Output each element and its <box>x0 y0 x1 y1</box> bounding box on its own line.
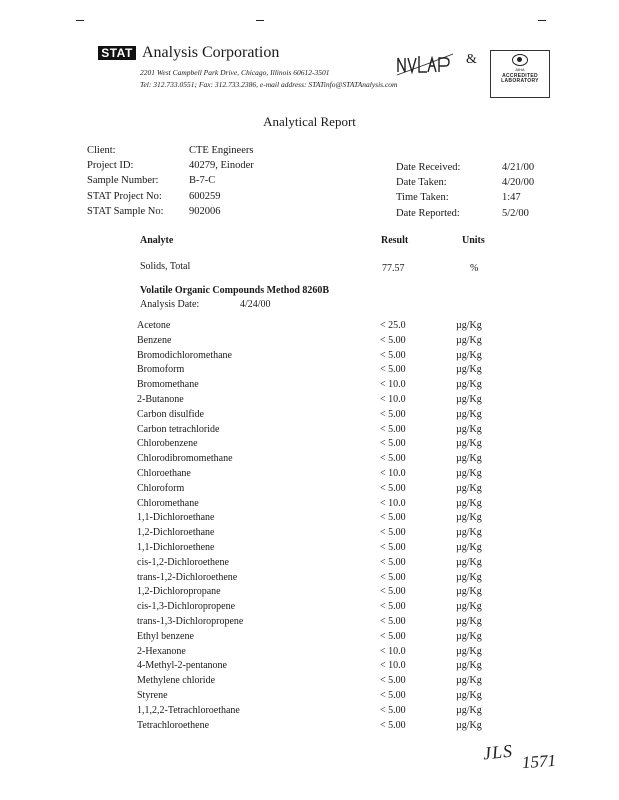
table-row <box>0 646 619 661</box>
table-row <box>0 424 619 439</box>
time-taken-value: 1:47 <box>502 192 521 204</box>
analyte-name: trans-1,3-Dichloropropene <box>137 615 244 627</box>
nvlap-logo-icon <box>395 50 455 78</box>
project-id-value: 40279, Einoder <box>189 160 254 172</box>
analyte-units: µg/Kg <box>456 675 482 687</box>
analyte-units: µg/Kg <box>456 482 482 494</box>
analyte-result: < 5.00 <box>380 689 406 701</box>
handwritten-page-number: 1571 <box>521 750 557 773</box>
analyte-result: < 10.0 <box>380 379 406 391</box>
table-row <box>0 468 619 483</box>
table-row <box>0 364 619 379</box>
table-row <box>0 394 619 409</box>
column-header-analyte: Analyte <box>140 235 174 246</box>
table-row <box>0 616 619 631</box>
meta-label: Time Taken: <box>396 192 449 204</box>
analyte-units: µg/Kg <box>456 704 482 716</box>
analyte-units: µg/Kg <box>456 320 482 331</box>
solids-units: % <box>470 263 479 274</box>
analyte-name: Methylene chloride <box>137 675 216 687</box>
meta-label: Client: <box>87 145 116 156</box>
meta-label: Date Taken: <box>396 177 447 189</box>
analyte-name: Tetrachloroethene <box>137 719 210 731</box>
accreditation-badge <box>490 50 550 98</box>
analyte-result: < 5.00 <box>380 601 406 613</box>
analyte-units: µg/Kg <box>456 556 482 568</box>
analyte-name: Bromodichloromethane <box>137 349 232 361</box>
stat-sample-no-value: 902006 <box>189 205 221 217</box>
table-row <box>0 483 619 498</box>
table-row <box>0 335 619 350</box>
analyte-result: < 25.0 <box>380 320 406 331</box>
analyte-result: < 5.00 <box>380 675 406 687</box>
analyte-units: µg/Kg <box>456 645 482 657</box>
date-received-value: 4/21/00 <box>502 162 535 173</box>
analyte-result: < 5.00 <box>380 571 406 583</box>
analyte-result: < 5.00 <box>380 349 406 361</box>
solids-name: Solids, Total <box>140 261 191 272</box>
analyte-units: µg/Kg <box>456 571 482 583</box>
table-row <box>0 350 619 365</box>
meta-left-values <box>189 143 254 219</box>
analyte-units: µg/Kg <box>456 630 482 642</box>
analyte-name: Carbon disulfide <box>137 408 204 420</box>
analyte-result: < 5.00 <box>380 364 406 376</box>
table-row <box>0 542 619 557</box>
analyte-units: µg/Kg <box>456 719 482 731</box>
analyte-name: 4-Methyl-2-pentanone <box>137 660 227 672</box>
table-row <box>0 438 619 453</box>
analyte-name: 1,1,2,2-Tetrachloroethane <box>137 704 240 716</box>
analyte-name: Ethyl benzene <box>137 630 194 642</box>
corner-mark <box>76 20 84 21</box>
analyte-name: Chloroform <box>137 482 185 494</box>
analyte-units: µg/Kg <box>456 586 482 598</box>
date-taken-value: 4/20/00 <box>502 177 535 189</box>
date-reported-value: 5/2/00 <box>502 207 529 219</box>
analyte-result: < 10.0 <box>380 497 406 509</box>
analyte-table <box>0 320 619 734</box>
analysis-date-value: 4/24/00 <box>240 299 271 310</box>
analyte-name: cis-1,3-Dichloropropene <box>137 601 236 613</box>
analyte-name: Acetone <box>137 320 171 331</box>
meta-label: STAT Project No: <box>87 190 162 202</box>
table-row <box>0 675 619 690</box>
table-row <box>0 572 619 587</box>
corner-mark <box>538 20 546 21</box>
analyte-name: 2-Butanone <box>137 393 184 405</box>
analyte-result: < 5.00 <box>380 512 406 524</box>
analyte-units: µg/Kg <box>456 615 482 627</box>
analyte-name: 2-Hexanone <box>137 645 186 657</box>
analyte-units: µg/Kg <box>456 689 482 701</box>
client-value: CTE Engineers <box>189 145 254 156</box>
stat-project-no-value: 600259 <box>189 190 221 202</box>
analyte-name: Chlorodibromomethane <box>137 453 233 465</box>
meta-right-values <box>502 160 534 221</box>
table-row <box>0 527 619 542</box>
analyte-name: 1,2-Dichloroethane <box>137 527 215 539</box>
sample-number-value: B-7-C <box>189 175 216 187</box>
analyte-name: Chloroethane <box>137 467 191 479</box>
analyte-name: 1,1-Dichloroethane <box>137 512 215 524</box>
analyte-units: µg/Kg <box>456 453 482 465</box>
analyte-units: µg/Kg <box>456 408 482 420</box>
column-header-units: Units <box>462 235 485 246</box>
analyte-name: Chlorobenzene <box>137 438 198 450</box>
aiha-seal-icon <box>512 54 528 66</box>
table-row <box>0 720 619 735</box>
table-row <box>0 631 619 646</box>
table-row <box>0 586 619 601</box>
analyte-name: Carbon tetrachloride <box>137 423 220 435</box>
analyte-name: Chloromethane <box>137 497 199 509</box>
table-row <box>0 705 619 720</box>
analyte-result: < 5.00 <box>380 453 406 465</box>
meta-label: STAT Sample No: <box>87 205 164 217</box>
corner-mark <box>256 20 264 21</box>
analyte-result: < 5.00 <box>380 482 406 494</box>
table-row <box>0 601 619 616</box>
analyte-units: µg/Kg <box>456 334 482 346</box>
analyte-units: µg/Kg <box>456 497 482 509</box>
analyte-result: < 5.00 <box>380 334 406 346</box>
meta-label: Date Received: <box>396 162 461 173</box>
solids-result: 77.57 <box>382 263 405 274</box>
company-address: 2201 West Campbell Park Drive, Chicago, Illinois 60612-3501 <box>140 68 330 77</box>
meta-label: Sample Number: <box>87 175 159 187</box>
badge-title: ACCREDITED LABORATORY <box>501 73 539 84</box>
analysis-date-label: Analysis Date: <box>140 299 200 310</box>
report-title: Analytical Report <box>263 114 356 129</box>
stat-logo: STAT <box>98 46 136 60</box>
analyte-result: < 5.00 <box>380 615 406 627</box>
analyte-result: < 5.00 <box>380 719 406 731</box>
analyte-units: µg/Kg <box>456 541 482 553</box>
meta-label: Date Reported: <box>396 207 460 219</box>
analyte-units: µg/Kg <box>456 601 482 613</box>
analyte-result: < 5.00 <box>380 556 406 568</box>
table-row <box>0 660 619 675</box>
analyte-units: µg/Kg <box>456 438 482 450</box>
table-row <box>0 409 619 424</box>
table-row <box>0 512 619 527</box>
company-name: Analysis Corporation <box>142 44 280 61</box>
analyte-units: µg/Kg <box>456 467 482 479</box>
analyte-units: µg/Kg <box>456 512 482 524</box>
analyte-result: < 10.0 <box>380 467 406 479</box>
table-row <box>0 320 619 335</box>
badge-org: AIHA <box>515 67 525 72</box>
table-row <box>0 498 619 513</box>
analyte-units: µg/Kg <box>456 660 482 672</box>
analyte-units: µg/Kg <box>456 527 482 539</box>
analyte-result: < 5.00 <box>380 423 406 435</box>
analyte-result: < 5.00 <box>380 438 406 450</box>
analyte-result: < 5.00 <box>380 704 406 716</box>
analyte-name: Benzene <box>137 334 172 346</box>
table-row <box>0 379 619 394</box>
meta-left-labels <box>87 143 164 219</box>
handwritten-initials: JLS <box>481 740 514 764</box>
table-row <box>0 690 619 705</box>
analyte-result: < 10.0 <box>380 393 406 405</box>
company-contact: Tel: 312.733.0551; Fax: 312.733.2386, e-mail address: STATinfo@STATAnalysis.com <box>140 80 398 89</box>
analyte-result: < 10.0 <box>380 645 406 657</box>
analyte-units: µg/Kg <box>456 423 482 435</box>
analyte-name: 1,2-Dichloropropane <box>137 586 221 598</box>
analyte-result: < 5.00 <box>380 630 406 642</box>
analyte-result: < 5.00 <box>380 408 406 420</box>
analyte-name: Bromoform <box>137 364 185 376</box>
meta-label: Project ID: <box>87 160 134 172</box>
analyte-result: < 5.00 <box>380 541 406 553</box>
method-title: Volatile Organic Compounds Method 8260B <box>140 285 330 296</box>
analyte-name: Bromomethane <box>137 379 199 391</box>
table-row <box>0 453 619 468</box>
analyte-result: < 5.00 <box>380 527 406 539</box>
analyte-units: µg/Kg <box>456 379 482 391</box>
analyte-name: Styrene <box>137 689 168 701</box>
ampersand: & <box>466 52 477 67</box>
meta-right-labels <box>396 160 460 221</box>
analyte-result: < 5.00 <box>380 586 406 598</box>
analyte-units: µg/Kg <box>456 349 482 361</box>
analyte-result: < 10.0 <box>380 660 406 672</box>
analyte-name: trans-1,2-Dichloroethene <box>137 571 238 583</box>
analyte-name: cis-1,2-Dichloroethene <box>137 556 229 568</box>
analyte-units: µg/Kg <box>456 364 482 376</box>
analyte-units: µg/Kg <box>456 393 482 405</box>
analyte-name: 1,1-Dichloroethene <box>137 541 215 553</box>
table-row <box>0 557 619 572</box>
column-header-result: Result <box>381 235 409 246</box>
